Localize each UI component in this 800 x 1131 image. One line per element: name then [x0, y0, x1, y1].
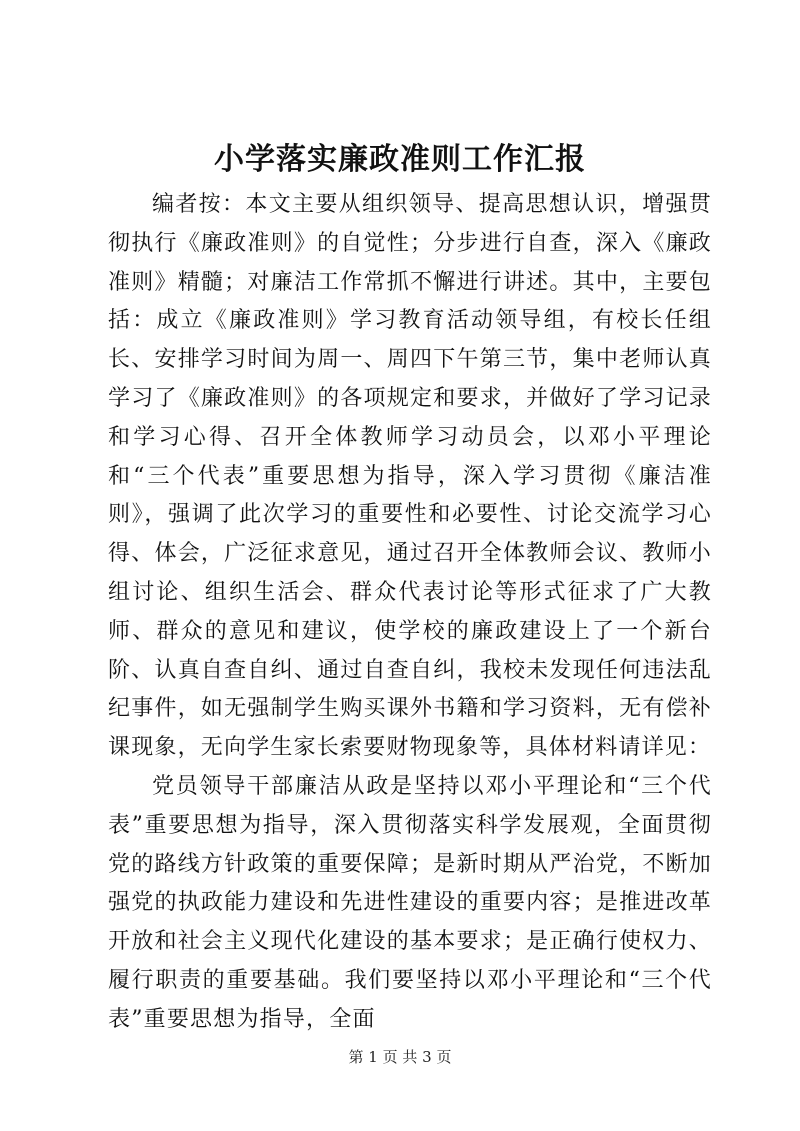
paragraph-editor-note: 编者按：本文主要从组织领导、提高思想认识，增强贯彻执行《廉政准则》的自觉性；分步进行自查，深入《廉政准则》精髓；对廉洁工作常抓不懈进行讲述。其中，主要包括：成立《廉政准则》学习教育活动领导组，有校长任组长、安排学习时间为周一、周四下午第三节，集中老师认真学习了《廉政准则》的各项规定和要求，并做好了学习记录和学习心得、召开全体教师学习动员会，以邓小平理论和“三个代表”重要思想为指导，深入学习贯彻《廉洁准则》，强调了此次学习的重要性和必要性、讨论交流学习心得、体会，广泛征求意见，通过召开全体教师会议、教师小组讨论、组织生活会、群众代表讨论等形式征求了广大教师、群众的意见和建议，使学校的廉政建设上了一个新台阶、认真自查自纠、通过自查自纠，我校未发现任何违法乱纪事件，如无强制学生购买课外书籍和学习资料，无有偿补课现象，无向学生家长索要财物现象等，具体材料请详见：: [108, 192, 712, 761]
document-body: [108, 186, 712, 1040]
document-title: 小学落实廉政准则工作汇报: [214, 142, 586, 177]
page-footer: 第 1 页 共 3 页: [348, 1048, 452, 1066]
paragraph-main: 党员领导干部廉洁从政是坚持以邓小平理论和“三个代表”重要思想为指导，深入贯彻落实科学发展观，全面贯彻党的路线方针政策的重要保障；是新时期从严治党，不断加强党的执政能力建设和先进性建设的重要内容；是推进改革开放和社会主义现代化建设的基本要求；是正确行使权力、履行职责的重要基础。我们要坚持以邓小平理论和“三个代表”重要思想为指导，全面: [108, 773, 712, 1032]
